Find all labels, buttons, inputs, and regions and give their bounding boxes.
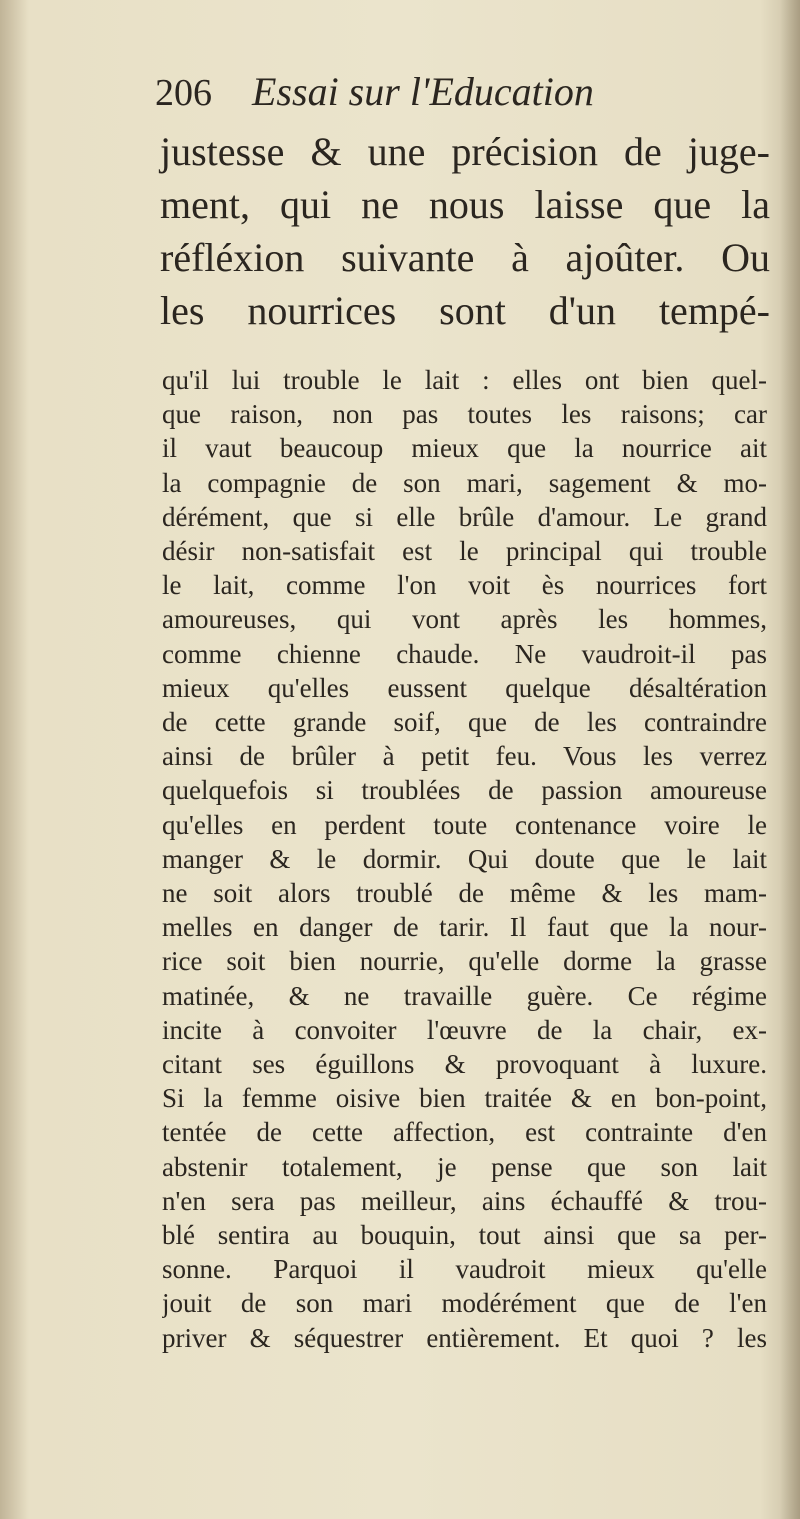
text-line: désir non-satisfait est le principal qui trouble [162,536,767,567]
running-header [155,68,755,128]
text-line: ainsi de brûler à petit feu. Vous les verrez [162,741,767,772]
text-line: le lait, comme l'on voit ès nourrices fort [162,570,767,601]
page-edge-shadow [780,0,800,1519]
text-line: ment, qui ne nous laisse que la [160,182,770,227]
text-line: dérément, que si elle brûle d'amour. Le grand [162,501,767,532]
small-type-paragraph [162,363,767,1355]
text-line: blé sentira au bouquin, tout ainsi que sa per- [162,1220,767,1251]
text-line: quelquefois si troublées de passion amoureuse [162,775,767,806]
text-line: qu'il lui trouble le lait : elles ont bien quel- [162,365,767,395]
text-line: jouit de son mari modérément que de l'en [162,1288,767,1319]
large-type-paragraph [160,125,770,337]
text-line: incite à convoiter l'œuvre de la chair, ex- [162,1014,767,1045]
text-line: de cette grande soif, que de les contraindre [162,707,767,738]
text-line: rice soit bien nourrie, qu'elle dorme la grasse [162,946,767,977]
text-line: melles en danger de tarir. Il faut que la nour- [162,912,767,943]
text-line: justesse & une précision de juge- [160,129,770,174]
text-line: les nourrices sont d'un tempé- [160,288,770,333]
text-line: tentée de cette affection, est contrainte d'en [162,1117,767,1148]
text-line: mieux qu'elles eussent quelque désaltération [162,672,767,703]
text-line: que raison, non pas toutes les raisons; car [162,399,767,430]
text-line: ne soit alors troublé de même & les mam- [162,878,767,909]
text-line: la compagnie de son mari, sagement & mo- [162,467,767,498]
running-title: Essai sur l'Education [252,69,594,114]
text-line: réfléxion suivante à ajoûter. Ou [160,235,770,280]
text-line: comme chienne chaude. Ne vaudroit-il pas [162,638,767,669]
page-number: 206 [155,72,212,114]
text-line: amoureuses, qui vont après les hommes, [162,604,767,635]
text-line: il vaut beaucoup mieux que la nourrice ait [162,433,767,464]
text-line: abstenir totalement, je pense que son lait [162,1151,767,1182]
text-line: n'en sera pas meilleur, ains échauffé & trou- [162,1185,767,1216]
text-line: sonne. Parquoi il vaudroit mieux qu'elle [162,1254,767,1285]
text-line: citant ses éguillons & provoquant à luxure. [162,1049,767,1080]
text-line: priver & séquestrer entièrement. Et quoi ? les [162,1322,767,1353]
text-line: qu'elles en perdent toute contenance voire le [162,809,767,840]
page-gutter-shadow [0,0,28,1519]
text-line: matinée, & ne travaille guère. Ce régime [162,980,767,1011]
text-line: manger & le dormir. Qui doute que le lait [162,843,767,874]
text-line: Si la femme oisive bien traitée & en bon-point, [162,1083,767,1114]
